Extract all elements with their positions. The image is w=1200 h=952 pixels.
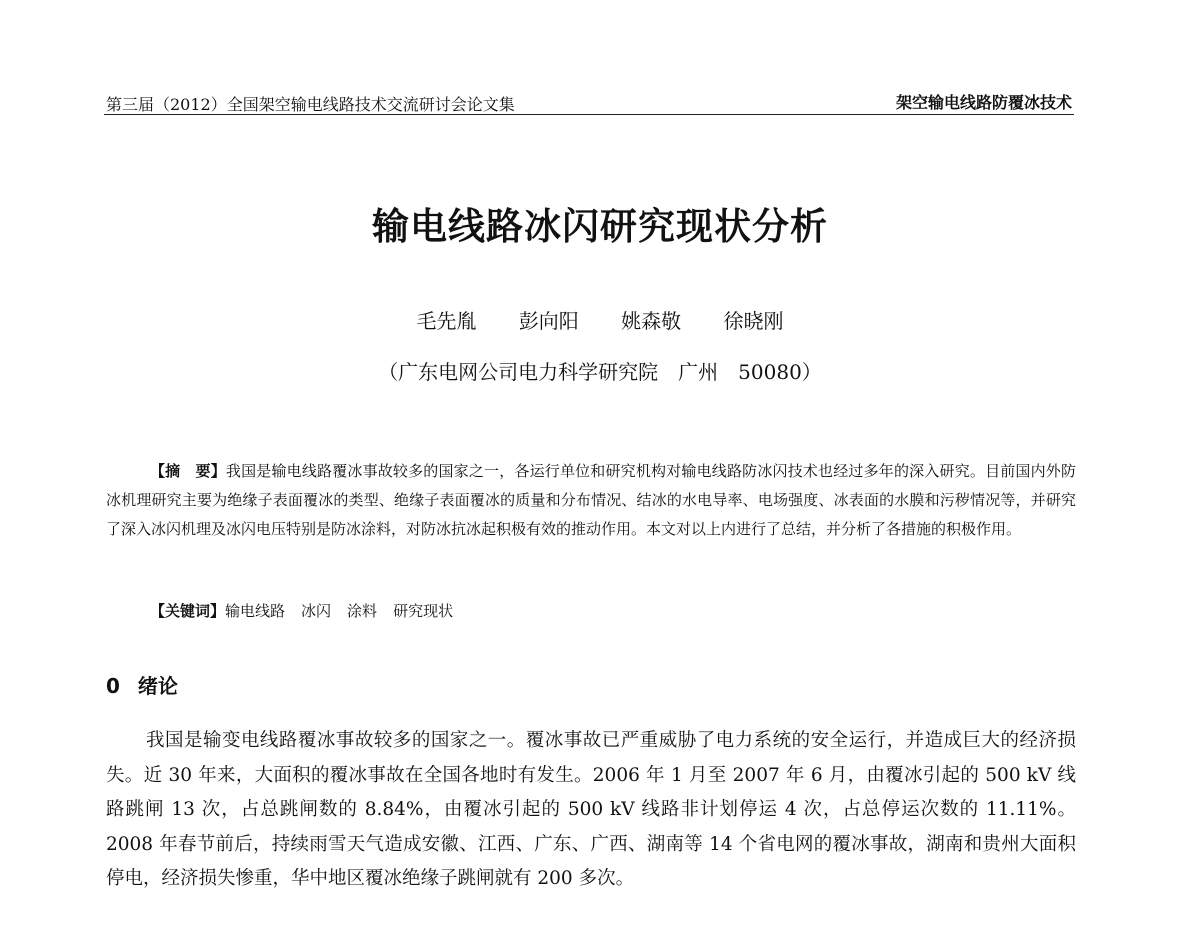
paper-title: 输电线路冰闪研究现状分析	[372, 205, 828, 248]
section-number: 0	[106, 674, 120, 698]
author-name: 彭向阳	[518, 309, 579, 333]
abstract-label: 【摘 要】	[150, 462, 226, 480]
abstract	[106, 457, 1076, 544]
keyword: 冰闪	[301, 602, 332, 620]
author-name: 毛先胤	[416, 309, 477, 333]
header-proceedings-title: 第三届（2012）全国架空输电线路技术交流研讨会论文集	[106, 95, 515, 114]
author-name: 徐晓刚	[723, 309, 784, 333]
keyword: 输电线路	[225, 602, 286, 620]
header-section-title: 架空输电线路防覆冰技术	[895, 93, 1072, 112]
body-paragraph: 我国是输变电线路覆冰事故较多的国家之一。覆冰事故已严重威胁了电力系统的安全运行，并造成巨大的经济损失。近 30 年来，大面积的覆冰事故在全国各地时有发生。2006 年 1 月至 2007 年 6 月，由覆冰引起的 500 kV 线路跳闸 13 次，占总跳闸数的 8.84%，由覆冰引起的 500 kV 线路非计划停运 4 次，占总停运次数的 11.11%。2008 年春节前后，持续雨雪天气造成安徽、江西、广东、广西、湖南等 14 个省电网的覆冰事故，湖南和贵州大面积停电，经济损失惨重，华中地区覆冰绝缘子跳闸就有 200 多次。	[106, 730, 1076, 889]
author-list	[0, 305, 1200, 334]
running-header	[104, 90, 1074, 115]
abstract-text: 我国是输电线路覆冰事故较多的国家之一，各运行单位和研究机构对输电线路防冰闪技术也经过多年的深入研究。目前国内外防冰机理研究主要为绝缘子表面覆冰的类型、绝缘子表面覆冰的质量和分布情况、结冰的水电导率、电场强度、冰表面的水膜和污秽情况等，并研究了深入冰闪机理及冰闪电压特别是防冰涂料，对防冰抗冰起积极有效的推动作用。本文对以上内进行了总结，并分析了各措施的积极作用。	[106, 462, 1076, 538]
section-heading	[106, 670, 178, 699]
keyword: 研究现状	[393, 602, 454, 620]
keywords	[150, 600, 469, 621]
author-name: 姚森敬	[621, 309, 682, 333]
section-title: 绪论	[137, 674, 178, 698]
author-affiliation: （广东电网公司电力科学研究院 广州 50080）	[378, 360, 822, 384]
keywords-label: 【关键词】	[150, 602, 226, 620]
keyword: 涂料	[347, 602, 378, 620]
